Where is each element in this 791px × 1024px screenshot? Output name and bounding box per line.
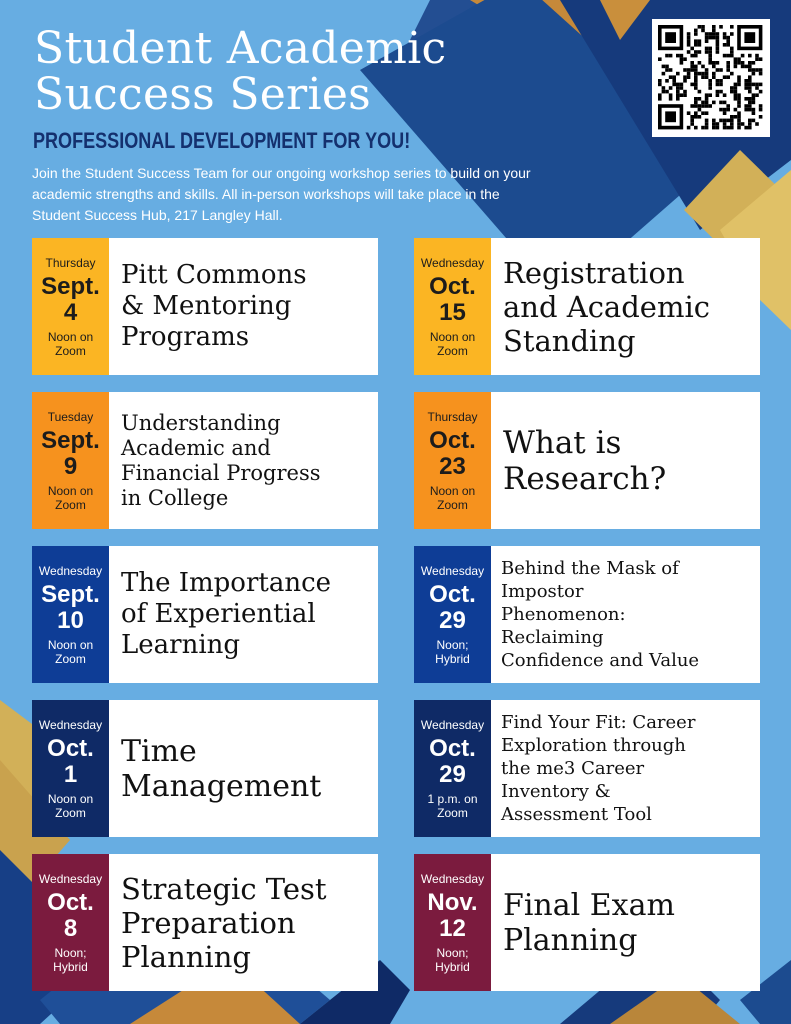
day-number: 8 — [63, 914, 78, 942]
month: Sept. — [41, 580, 100, 608]
month: Oct. — [429, 734, 476, 762]
date-box — [414, 700, 491, 837]
day-of-week: Wednesday — [420, 871, 485, 886]
workshop-title: Behind the Mask of Impostor Phenomenon: Reclaiming Confidence and Value — [501, 558, 700, 671]
day-number: 4 — [63, 298, 78, 326]
month: Oct. — [47, 888, 94, 916]
workshop-title: Registration and Academic Standing — [503, 255, 710, 358]
date-box — [414, 238, 491, 375]
month: Oct. — [47, 734, 94, 762]
workshop-card-test-preparation[interactable] — [32, 854, 378, 991]
workshop-title-box — [109, 238, 378, 375]
workshop-title: Pitt Commons & Mentoring Programs — [121, 260, 307, 352]
day-number: 9 — [63, 452, 78, 480]
time-location: Noon; Hybrid — [435, 637, 470, 666]
page-title-line-1: Student Academic — [34, 23, 447, 74]
date-box — [32, 700, 109, 837]
date-box — [32, 546, 109, 683]
day-number: 1 — [63, 760, 78, 788]
time-location: Noon on Zoom — [47, 637, 94, 666]
day-number: 29 — [439, 606, 466, 634]
workshop-title-box — [491, 854, 760, 991]
time-location: Noon on Zoom — [47, 791, 94, 820]
workshop-title: Time Management — [121, 733, 322, 804]
time-location: Noon on Zoom — [429, 329, 476, 358]
day-number: 23 — [439, 452, 466, 480]
workshop-title-box — [491, 546, 760, 683]
workshop-card-impostor-phenomenon[interactable] — [414, 546, 760, 683]
workshop-title: What is Research? — [503, 424, 667, 497]
workshop-title: Strategic Test Preparation Planning — [121, 871, 327, 974]
workshop-title: Understanding Academic and Financial Progress in College — [121, 410, 321, 510]
date-box — [32, 854, 109, 991]
page-subtitle: PROFESSIONAL DEVELOPMENT FOR YOU! — [33, 128, 411, 153]
day-of-week: Wednesday — [38, 871, 103, 886]
day-of-week: Wednesday — [420, 255, 485, 270]
time-location: Noon on Zoom — [47, 483, 94, 512]
workshop-card-time-management[interactable] — [32, 700, 378, 837]
time-location: 1 p.m. on Zoom — [427, 791, 478, 820]
workshop-title-box — [491, 700, 760, 837]
workshop-card-understanding-progress[interactable] — [32, 392, 378, 529]
day-number: 29 — [439, 760, 466, 788]
time-location: Noon on Zoom — [429, 483, 476, 512]
page-title-line-2: Success Series — [34, 69, 372, 120]
time-location: Noon; Hybrid — [53, 945, 88, 974]
workshop-title-box — [109, 392, 378, 529]
day-of-week: Wednesday — [420, 717, 485, 732]
month: Oct. — [429, 580, 476, 608]
workshop-card-experiential-learning[interactable] — [32, 546, 378, 683]
page-title — [34, 23, 447, 120]
date-box — [414, 546, 491, 683]
day-of-week: Wednesday — [420, 563, 485, 578]
day-of-week: Tuesday — [47, 409, 94, 424]
qr-code-icon[interactable] — [652, 19, 770, 137]
workshop-title: Find Your Fit: Career Exploration through the me3 Career Inventory & Assessment Tool — [501, 712, 696, 825]
workshop-title: The Importance of Experiential Learning — [121, 568, 332, 660]
month: Sept. — [41, 426, 100, 454]
time-location: Noon; Hybrid — [435, 945, 470, 974]
workshop-card-pitt-commons[interactable] — [32, 238, 378, 375]
workshop-title-box — [491, 392, 760, 529]
day-number: 12 — [439, 914, 466, 942]
day-of-week: Thursday — [45, 255, 96, 270]
workshop-card-research[interactable] — [414, 392, 760, 529]
intro-text: Join the Student Success Team for our ongoing workshop series to build on your academic strengths and skills. All in-person workshops will take place in the Student Success Hub, 217 Langley Hall. — [32, 165, 531, 223]
workshop-title-box — [109, 854, 378, 991]
workshop-card-final-exam[interactable] — [414, 854, 760, 991]
workshop-title-box — [491, 238, 760, 375]
date-box — [414, 854, 491, 991]
day-of-week: Thursday — [427, 409, 478, 424]
day-of-week: Wednesday — [38, 717, 103, 732]
time-location: Noon on Zoom — [47, 329, 94, 358]
month: Oct. — [429, 426, 476, 454]
date-box — [32, 238, 109, 375]
day-number: 10 — [57, 606, 84, 634]
date-box — [414, 392, 491, 529]
day-of-week: Wednesday — [38, 563, 103, 578]
workshop-card-registration[interactable] — [414, 238, 760, 375]
date-box — [32, 392, 109, 529]
workshop-title-box — [109, 700, 378, 837]
workshop-title-box — [109, 546, 378, 683]
month: Oct. — [429, 272, 476, 300]
month: Nov. — [427, 888, 478, 916]
workshop-title: Final Exam Planning — [503, 887, 675, 958]
month: Sept. — [41, 272, 100, 300]
day-number: 15 — [439, 298, 466, 326]
workshop-card-find-your-fit[interactable] — [414, 700, 760, 837]
